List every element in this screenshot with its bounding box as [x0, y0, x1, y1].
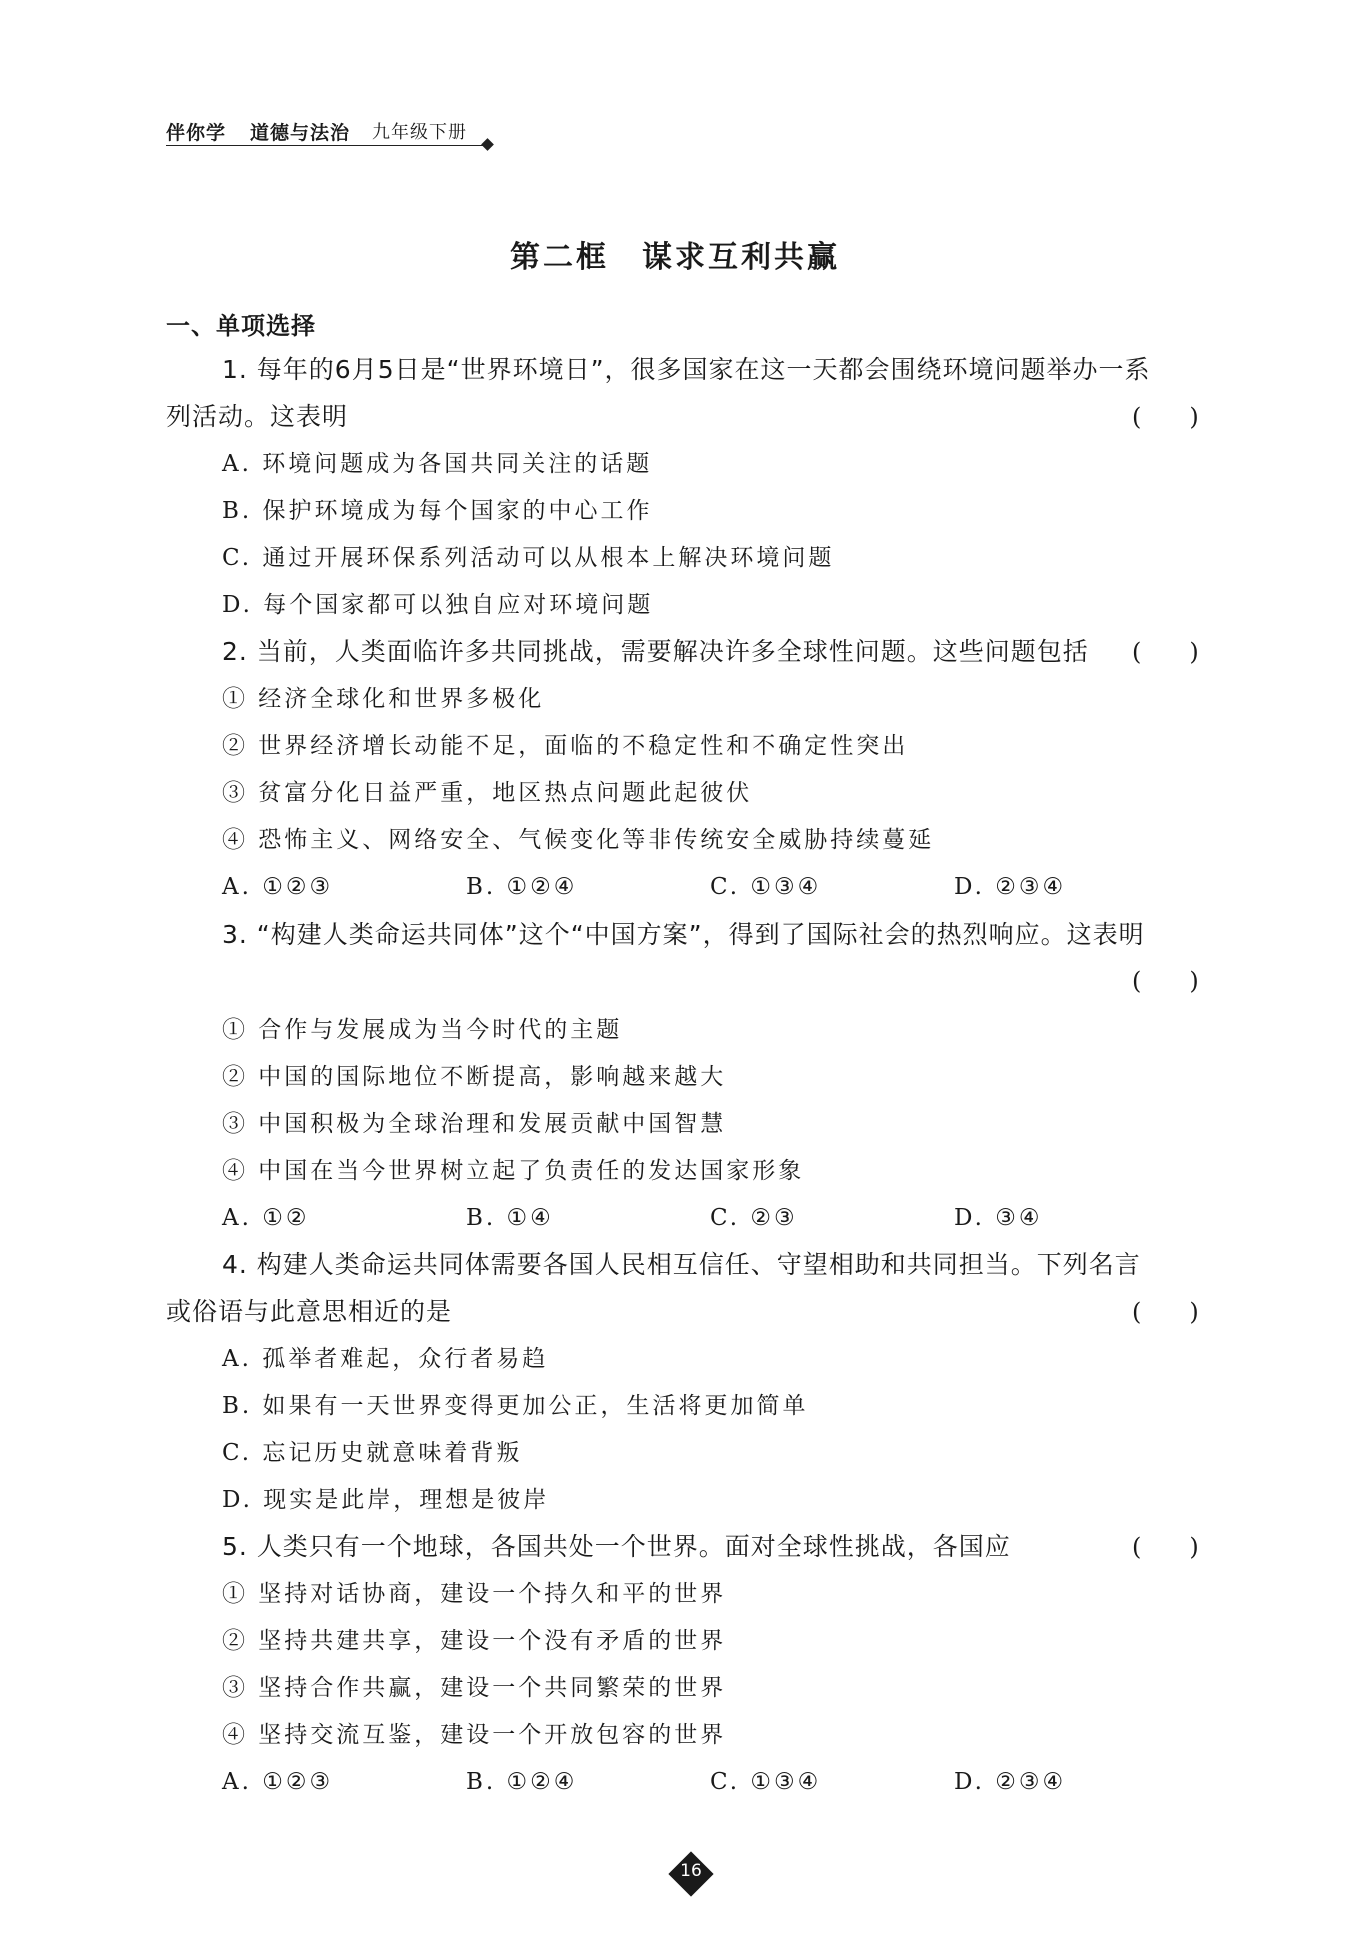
question-1-stem-line-1: 1. 每年的6月5日是“世界环境日”，很多国家在这一天都会围绕环境问题举办一系 [222, 355, 1151, 384]
question-5-item-3: ③ 坚持合作共赢，建设一个共同繁荣的世界 [222, 1675, 727, 1701]
question-4-answer-blank: ( ) [1132, 1298, 1199, 1326]
question-3-item-3: ③ 中国积极为全球治理和发展贡献中国智慧 [222, 1111, 727, 1137]
question-2-item-3: ③ 贫富分化日益严重，地区热点问题此起彼伏 [222, 780, 753, 806]
question-1-option-a: A. 环境问题成为各国共同关注的话题 [222, 451, 653, 477]
question-3-choice-d: D. ③④ [954, 1205, 1043, 1231]
question-2-item-4: ④ 恐怖主义、网络安全、气候变化等非传统安全威胁持续蔓延 [222, 827, 935, 853]
question-2-choice-b: B. ①②④ [466, 874, 578, 900]
question-5-choice-b: B. ①②④ [466, 1769, 578, 1795]
header-grade: 九年级下册 [372, 122, 467, 143]
question-5-answer-blank: ( ) [1132, 1533, 1199, 1561]
page-number-badge [669, 1852, 713, 1896]
page-title: 第二框 谋求互利共赢 [510, 240, 840, 275]
question-1-option-c: C. 通过开展环保系列活动可以从根本上解决环境问题 [222, 545, 835, 571]
question-5-item-4: ④ 坚持交流互鉴，建设一个开放包容的世界 [222, 1722, 727, 1748]
question-2-answer-blank: ( ) [1132, 638, 1199, 666]
question-4-stem-line-2: 或俗语与此意思相近的是 [166, 1297, 453, 1326]
section-heading: 一、单项选择 [166, 312, 316, 340]
header-brand: 伴你学 [166, 122, 227, 144]
page-number: 16 [680, 1861, 702, 1881]
question-3-answer-blank: ( ) [1132, 967, 1199, 995]
question-4-option-d: D. 现实是此岸，理想是彼岸 [222, 1487, 550, 1513]
question-3-choice-b: B. ①④ [466, 1205, 554, 1231]
question-2-item-2: ② 世界经济增长动能不足，面临的不稳定性和不确定性突出 [222, 733, 909, 759]
question-5-choice-a: A. ①②③ [222, 1769, 334, 1795]
question-1-option-b: B. 保护环境成为每个国家的中心工作 [222, 498, 653, 524]
question-1-answer-blank: ( ) [1132, 403, 1199, 431]
question-1-stem-line-2: 列活动。这表明 [166, 402, 349, 431]
question-3-choice-a: A. ①② [222, 1205, 310, 1231]
question-4-stem-line-1: 4. 构建人类命运共同体需要各国人民相互信任、守望相助和共同担当。下列名言 [222, 1250, 1141, 1279]
question-1-option-d: D. 每个国家都可以独自应对环境问题 [222, 592, 654, 618]
header-rule [166, 145, 488, 146]
question-5-item-1: ① 坚持对话协商，建设一个持久和平的世界 [222, 1581, 727, 1607]
question-3-item-4: ④ 中国在当今世界树立起了负责任的发达国家形象 [222, 1158, 805, 1184]
question-2-choice-d: D. ②③④ [954, 874, 1067, 900]
question-2-item-1: ① 经济全球化和世界多极化 [222, 686, 545, 712]
question-4-option-a: A. 孤举者难起，众行者易趋 [222, 1346, 549, 1372]
question-4-option-b: B. 如果有一天世界变得更加公正，生活将更加简单 [222, 1393, 809, 1419]
header-diamond-icon [481, 138, 494, 151]
running-header [166, 118, 498, 148]
question-2-stem: 2. 当前，人类面临许多共同挑战，需要解决许多全球性问题。这些问题包括 [222, 637, 1089, 666]
question-5-item-2: ② 坚持共建共享，建设一个没有矛盾的世界 [222, 1628, 727, 1654]
question-3-item-1: ① 合作与发展成为当今时代的主题 [222, 1017, 623, 1043]
question-5-choice-c: C. ①③④ [710, 1769, 822, 1795]
question-5-choice-d: D. ②③④ [954, 1769, 1067, 1795]
question-5-stem: 5. 人类只有一个地球，各国共处一个世界。面对全球性挑战，各国应 [222, 1532, 1011, 1561]
question-3-choice-c: C. ②③ [710, 1205, 798, 1231]
question-2-choice-c: C. ①③④ [710, 874, 822, 900]
question-3-item-2: ② 中国的国际地位不断提高，影响越来越大 [222, 1064, 727, 1090]
question-3-stem: 3. “构建人类命运共同体”这个“中国方案”，得到了国际社会的热烈响应。这表明 [222, 920, 1145, 949]
header-subject: 道德与法治 [250, 122, 351, 144]
question-2-choice-a: A. ①②③ [222, 874, 334, 900]
question-4-option-c: C. 忘记历史就意味着背叛 [222, 1440, 523, 1466]
